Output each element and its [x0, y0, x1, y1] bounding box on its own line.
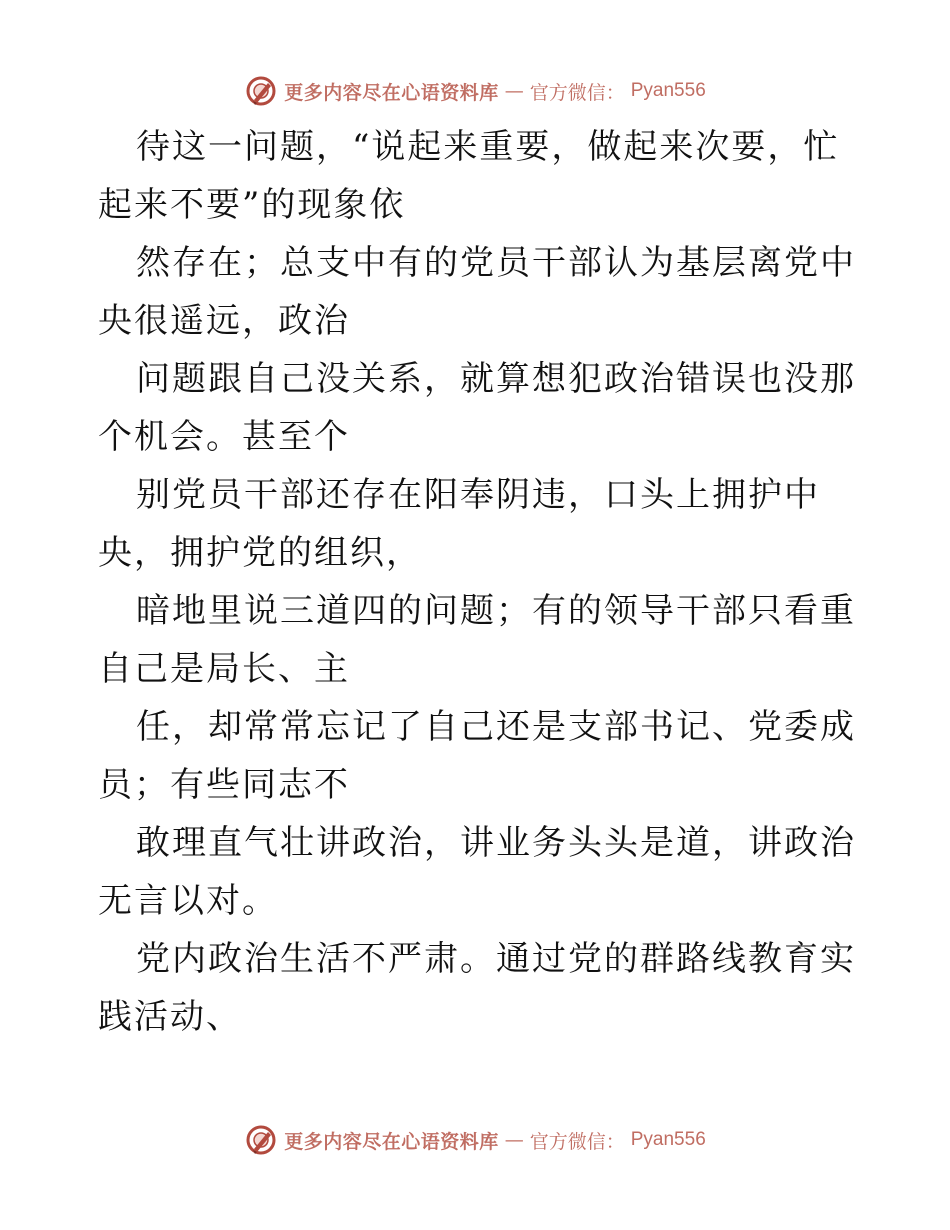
pen-logo-icon	[244, 1123, 278, 1157]
pen-logo-icon	[244, 74, 278, 108]
watermark-official-label: 官方微信：	[529, 81, 625, 104]
paragraph-8: 党内政治生活不严肃。通过党的群路线教育实践活动、	[98, 939, 856, 1037]
paragraph-7: 敢理直气壮讲政治，讲业务头头是道，讲政治无言以对。	[98, 823, 856, 921]
watermark-official-label: 官方微信：	[529, 1130, 625, 1153]
paragraph-5: 暗地里说三道四的问题；有的领导干部只看重自己是局长、主	[98, 591, 856, 689]
paragraph-6: 任，却常常忘记了自己还是支部书记、党委成员；有些同志不	[98, 707, 856, 805]
paragraph-2: 然存在；总支中有的党员干部认为基层离党中央很遥远，政治	[98, 243, 856, 341]
footer-watermark	[0, 1120, 950, 1160]
watermark-wechat-id: Pyan556	[630, 80, 706, 101]
paragraph-3: 问题跟自己没关系，就算想犯政治错误也没那个机会。甚至个	[98, 359, 856, 457]
header-watermark	[0, 71, 950, 111]
watermark-dash: —	[504, 80, 524, 102]
watermark-wechat-id: Pyan556	[630, 1129, 706, 1150]
watermark-dash: —	[504, 1129, 524, 1151]
paragraph-4: 别党员干部还存在阳奉阴违，口头上拥护中央，拥护党的组织，	[98, 475, 820, 573]
paragraph-1: 待这一问题，“说起来重要，做起来次要，忙起来不要”的现象依	[98, 127, 840, 225]
watermark-brand-text: 更多内容尽在心语资料库	[284, 81, 499, 104]
document-body	[98, 118, 868, 1046]
watermark-brand-text: 更多内容尽在心语资料库	[284, 1130, 499, 1153]
